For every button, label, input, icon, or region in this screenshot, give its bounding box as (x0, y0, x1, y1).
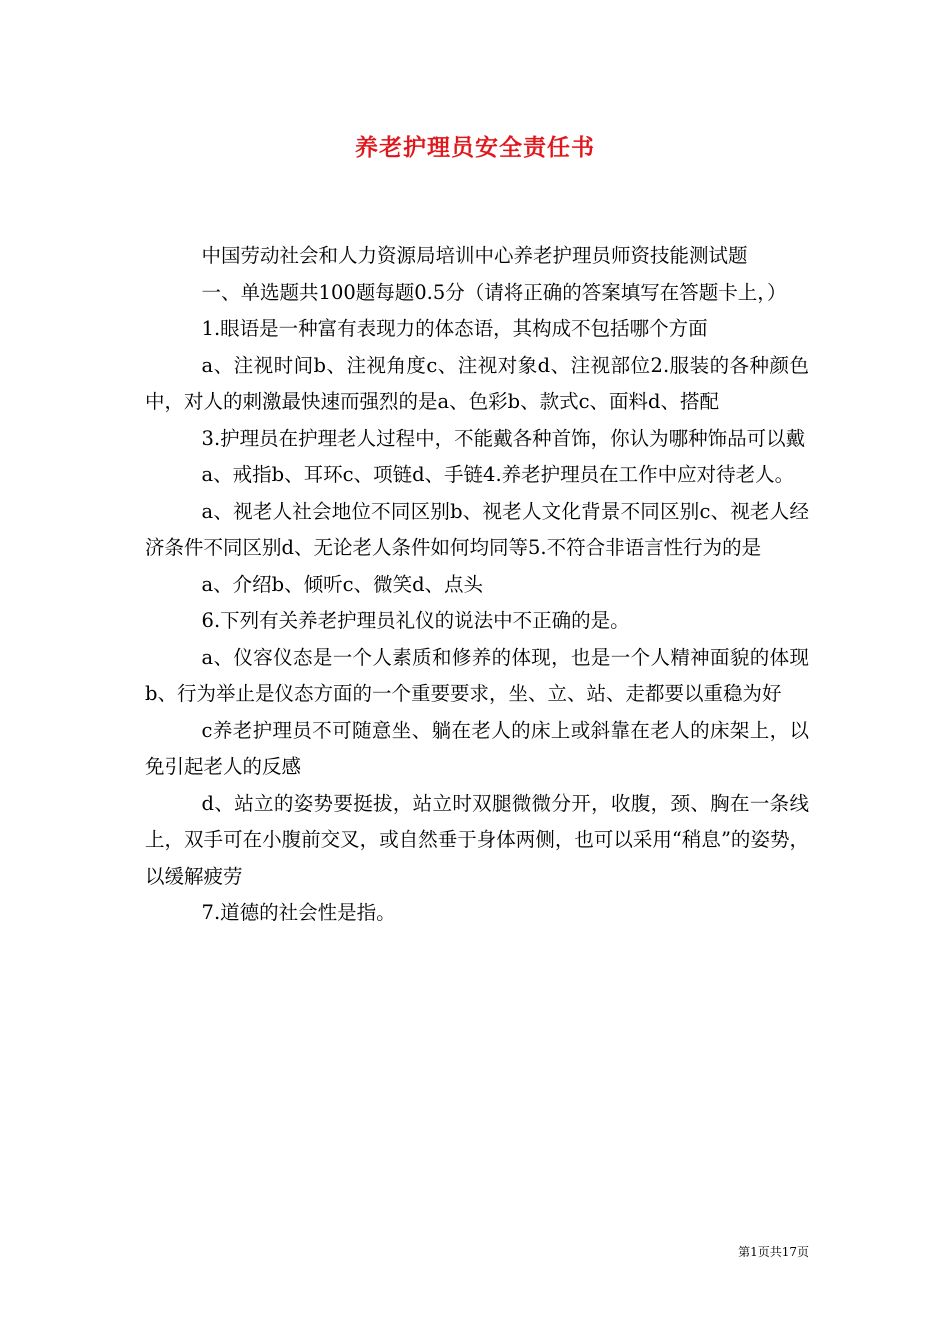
paragraph: 一、单选题共100题每题0.5分（请将正确的答案填写在答题卡上，） (201, 280, 787, 304)
document-body (145, 238, 809, 932)
paragraph: 中国劳动社会和人力资源局培训中心养老护理员师资技能测试题 (201, 244, 748, 267)
paragraph: 1.眼语是一种富有表现力的体态语，其构成不包括哪个方面 (201, 317, 708, 340)
document-title: 养老护理员安全责任书 (355, 134, 595, 161)
paragraph: 7.道德的社会性是指。 (201, 901, 396, 924)
paragraph: a、戒指b、耳环c、项链d、手链4.养老护理员在工作中应对待老人。 (201, 463, 795, 486)
paragraph: a、仪容仪态是一个人素质和修养的体现，也是一个人精神面貌的体现b、行为举止是仪态方面的一个重要要求，坐、立、站、走都要以重稳为好 (145, 645, 809, 705)
paragraph: a、注视时间b、注视角度c、注视对象d、注视部位2.服装的各种颜色中，对人的刺激最快速而强烈的是a、色彩b、款式c、面料d、搭配 (145, 353, 809, 413)
paragraph: 6.下列有关养老护理员礼仪的说法中不正确的是。 (201, 609, 630, 632)
page-number: 第1页共17页 (738, 1245, 809, 1259)
paragraph: d、站立的姿势要挺拔，站立时双腿微微分开，收腹，颈、胸在一条线上，双手可在小腹前交叉，或自然垂于身体两侧，也可以采用“稍息”的姿势，以缓解疲劳 (145, 791, 809, 888)
paragraph: a、视老人社会地位不同区别b、视老人文化背景不同区别c、视老人经济条件不同区别d、无论老人条件如何均同等5.不符合非语言性行为的是 (145, 499, 809, 559)
paragraph: 3.护理员在护理老人过程中，不能戴各种首饰，你认为哪种饰品可以戴 (201, 426, 806, 450)
paragraph: c养老护理员不可随意坐、躺在老人的床上或斜靠在老人的床架上，以免引起老人的反感 (145, 718, 809, 778)
paragraph: a、介绍b、倾听c、微笑d、点头 (201, 572, 484, 596)
